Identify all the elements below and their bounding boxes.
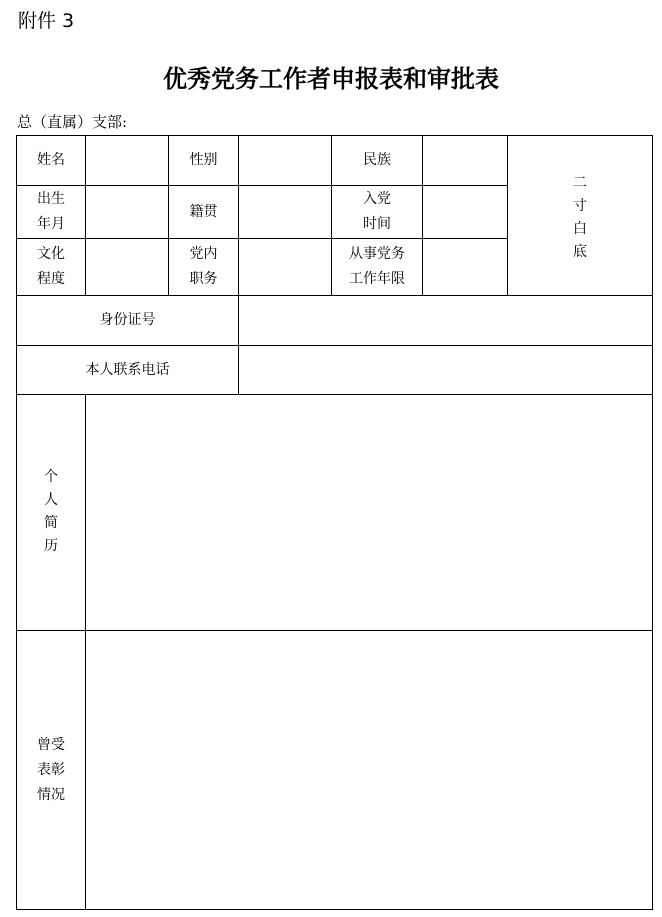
join-party-label [332,186,423,239]
native-place-field[interactable] [239,186,332,239]
row-phone [17,346,653,395]
birth-label [17,186,86,239]
honors-label-line2: 表彰 [37,761,65,778]
resume-field[interactable] [86,395,653,631]
party-post-field[interactable] [239,239,332,296]
join-party-field[interactable] [423,186,508,239]
native-place-label: 籍贯 [169,186,239,239]
join-party-label-line1: 入党 [363,191,391,207]
ethnicity-label: 民族 [332,136,423,186]
row-name [17,136,653,186]
resume-label [17,395,86,631]
photo-box[interactable] [508,136,653,296]
gender-field[interactable] [239,136,332,186]
photo-label: 二寸白底 [573,175,587,260]
party-post-label [169,239,239,296]
birth-field[interactable] [86,186,169,239]
party-years-label-line2: 工作年限 [349,271,405,287]
party-years-field[interactable] [423,239,508,296]
party-post-label-line1: 党内 [189,246,218,262]
education-label [17,239,86,296]
application-form-table [16,135,653,910]
honors-field[interactable] [86,631,653,910]
party-years-label [332,239,423,296]
education-label-line2: 程度 [37,271,65,287]
name-field[interactable] [86,136,169,186]
birth-label-line2: 年月 [37,216,65,232]
row-honors [17,631,653,910]
resume-label-text: 个人简历 [44,469,58,554]
row-resume [17,395,653,631]
honors-label [17,631,86,910]
party-post-label-line2: 职务 [189,271,218,287]
phone-field[interactable] [239,346,653,395]
attachment-number: 附件 3 [18,10,75,32]
ethnicity-field[interactable] [423,136,508,186]
birth-label-line1: 出生 [37,191,65,207]
name-label: 姓名 [17,136,86,186]
party-years-label-line1: 从事党务 [349,246,405,262]
page-title: 优秀党务工作者申报表和审批表 [163,64,499,93]
id-label: 身份证号 [17,296,239,346]
honors-label-line1: 曾受 [37,736,65,753]
honors-label-line3: 情况 [37,786,65,803]
branch-label: 总（直属）支部: [17,113,128,131]
gender-label: 性别 [169,136,239,186]
phone-label: 本人联系电话 [17,346,239,395]
join-party-label-line2: 时间 [363,216,391,232]
education-label-line1: 文化 [37,246,65,262]
education-field[interactable] [86,239,169,296]
id-field[interactable] [239,296,653,346]
row-id [17,296,653,346]
